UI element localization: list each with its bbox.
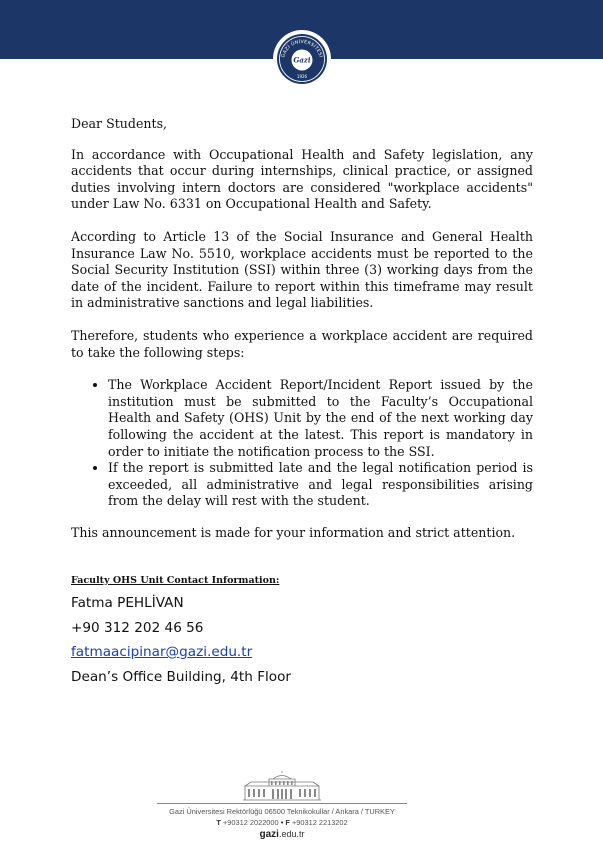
footer-address: Gazi Üniversitesi Rektörlüğü 06500 Teknikokullar / Ankara / TURKEY [169, 807, 395, 816]
paragraph-required-steps: Therefore, students who experience a workplace accident are required to take the following steps: [71, 327, 533, 360]
contact-location: Dean’s Office Building, 4th Floor [71, 668, 292, 685]
contact-phone: +90 312 202 46 56 [71, 619, 204, 636]
footer-divider [157, 803, 407, 804]
paragraph-ohs-legislation: In accordance with Occupational Health and Safety legislation, any accidents that occur during internships, clinical practice, or assigned duties involving intern doctors are considered "workplace accidents" under Law No. 6331 on Occupational Health and Safety. [71, 146, 533, 212]
building-icon [241, 770, 323, 802]
contact-section [71, 575, 533, 693]
seal-logo-text: Gazi [293, 55, 311, 65]
seal-ring-text: GAZİ ÜNİVERSİTESİ [281, 39, 323, 59]
letter-body [71, 116, 533, 557]
steps-list [71, 377, 533, 510]
footer-logo-domain: .edu.tr [278, 829, 305, 839]
footer-phone-label: T [216, 818, 221, 827]
contact-name: Fatma PEHLİVAN [71, 595, 184, 611]
footer-phone: +90312 2022000 [222, 818, 279, 827]
contact-email-link[interactable]: fatmaacipinar@gazi.edu.tr [71, 644, 253, 660]
closing-statement: This announcement is made for your information and strict attention. [71, 524, 516, 540]
footer-contact-numbers [150, 818, 414, 827]
university-seal [273, 30, 331, 88]
seal-year-text: 1926 [296, 74, 308, 79]
paragraph-ssi-reporting: According to Article 13 of the Social Insurance and General Health Insurance Law No. 5510, workplace accidents must be reported to the Social Security Institution (SSI) within three (3) working days from the date of the incident. Failure to report within this timeframe may result in administrative sanctions and legal liabilities. [71, 228, 533, 311]
greeting: Dear Students, [71, 116, 168, 131]
footer-logo-bold: gazi [259, 829, 279, 840]
seal-emblem-icon [274, 31, 330, 87]
contact-heading: Faculty OHS Unit Contact Information: [71, 575, 280, 586]
footer-logo [150, 830, 414, 839]
footer-fax-label: F [285, 818, 290, 827]
footer-fax: +90312 2213202 [291, 818, 348, 827]
footer-separator: • [280, 818, 284, 827]
list-item: • The Workplace Accident Report/Incident Report issued by the institution must be submitted to the Faculty’s Occupational Health and Safety (OHS) Unit by the end of the next working day following the accident at the latest. This report is mandatory in order to initiate the notification process to the SSI. [108, 377, 533, 460]
list-item: • If the report is submitted late and the legal notification period is exceeded, all administrative and legal responsibilities arising from the delay will rest with the student. [108, 460, 533, 510]
